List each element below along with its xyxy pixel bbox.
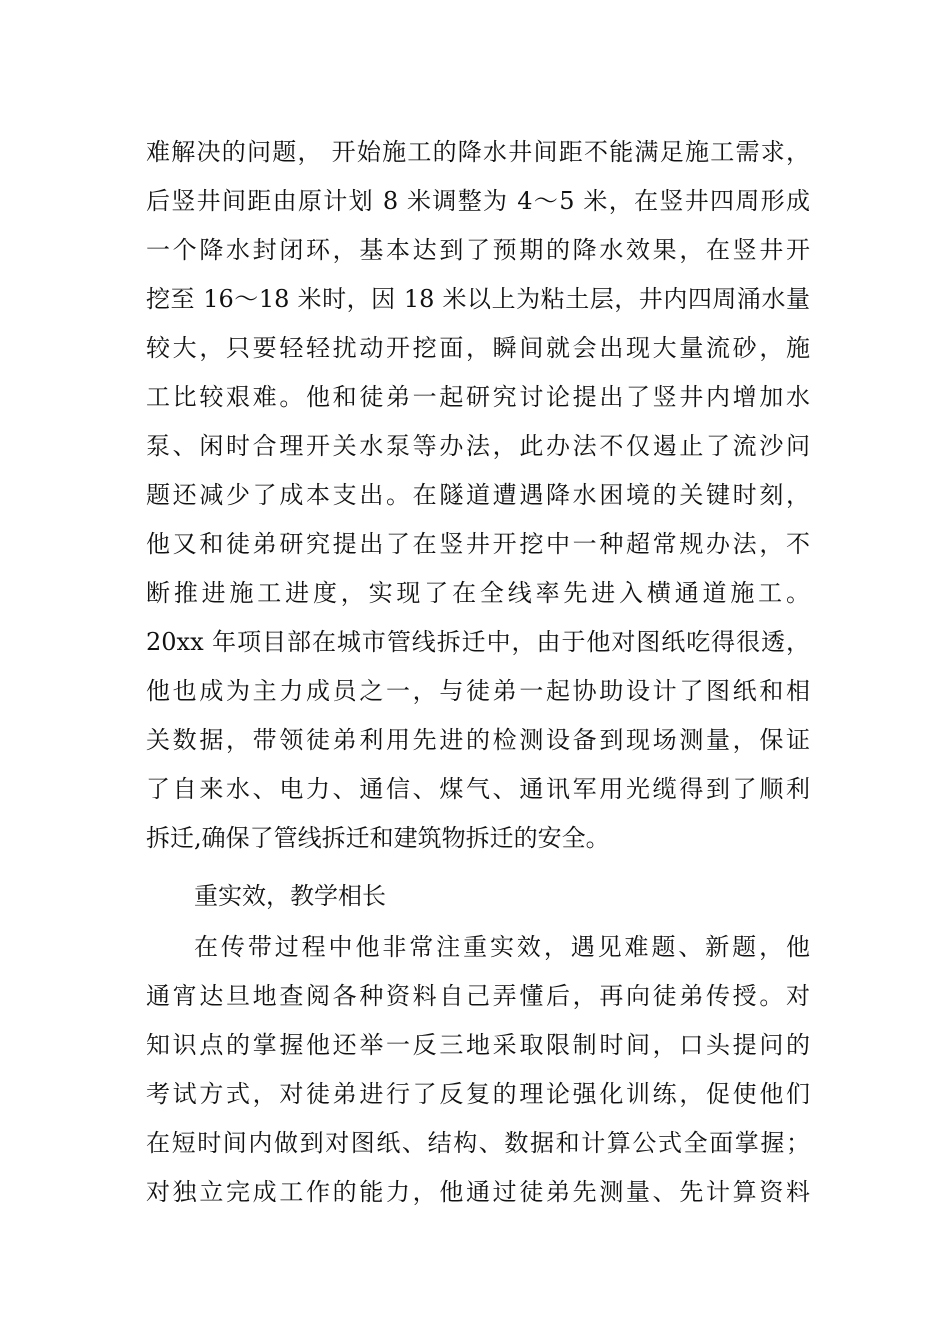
text-line: 关数据，带领徒弟利用先进的检测设备到现场测量，保证 <box>146 726 810 754</box>
section-heading: 重实效，教学相长 <box>194 882 386 910</box>
text-line: 拆迁,确保了管线拆迁和建筑物拆迁的安全。 <box>146 824 610 852</box>
text-line: 他又和徒弟研究提出了在竖井开挖中一种超常规办法，不 <box>146 530 810 558</box>
text-line: 挖至 16～18 米时，因 18 米以上为粘土层，井内四周涌水量 <box>146 285 810 313</box>
text-line: 在传带过程中他非常注重实效，遇见难题、新题，他 <box>194 933 810 961</box>
text-line: 通宵达旦地查阅各种资料自己弄懂后，再向徒弟传授。对 <box>146 982 810 1010</box>
text-line: 知识点的掌握他还举一反三地采取限制时间，口头提问的 <box>146 1031 810 1059</box>
text-line: 后竖井间距由原计划 8 米调整为 4～5 米，在竖井四周形成 <box>146 187 810 215</box>
text-line: 一个降水封闭环，基本达到了预期的降水效果，在竖井开 <box>146 236 810 264</box>
text-line: 在短时间内做到对图纸、结构、数据和计算公式全面掌握； <box>146 1129 810 1157</box>
text-line: 难解决的问题， 开始施工的降水井间距不能满足施工需求， <box>146 138 810 166</box>
text-line: 泵、闲时合理开关水泵等办法，此办法不仅遏止了流沙问 <box>146 432 810 460</box>
text-line: 题还减少了成本支出。在隧道遭遇降水困境的关键时刻， <box>146 481 810 509</box>
text-line: 较大，只要轻轻扰动开挖面，瞬间就会出现大量流砂，施 <box>146 334 810 362</box>
text-line: 他也成为主力成员之一，与徒弟一起协助设计了图纸和相 <box>146 677 810 705</box>
text-line: 考试方式，对徒弟进行了反复的理论强化训练，促使他们 <box>146 1080 810 1108</box>
text-line: 断推进施工进度，实现了在全线率先进入横通道施工。 <box>146 579 810 607</box>
text-line: 工比较艰难。他和徒弟一起研究讨论提出了竖井内增加水 <box>146 383 810 411</box>
text-line: 对独立完成工作的能力，他通过徒弟先测量、先计算资料 <box>146 1178 810 1206</box>
text-line: 20xx 年项目部在城市管线拆迁中，由于他对图纸吃得很透， <box>146 628 810 656</box>
text-line: 了自来水、电力、通信、煤气、通讯军用光缆得到了顺利 <box>146 775 810 803</box>
